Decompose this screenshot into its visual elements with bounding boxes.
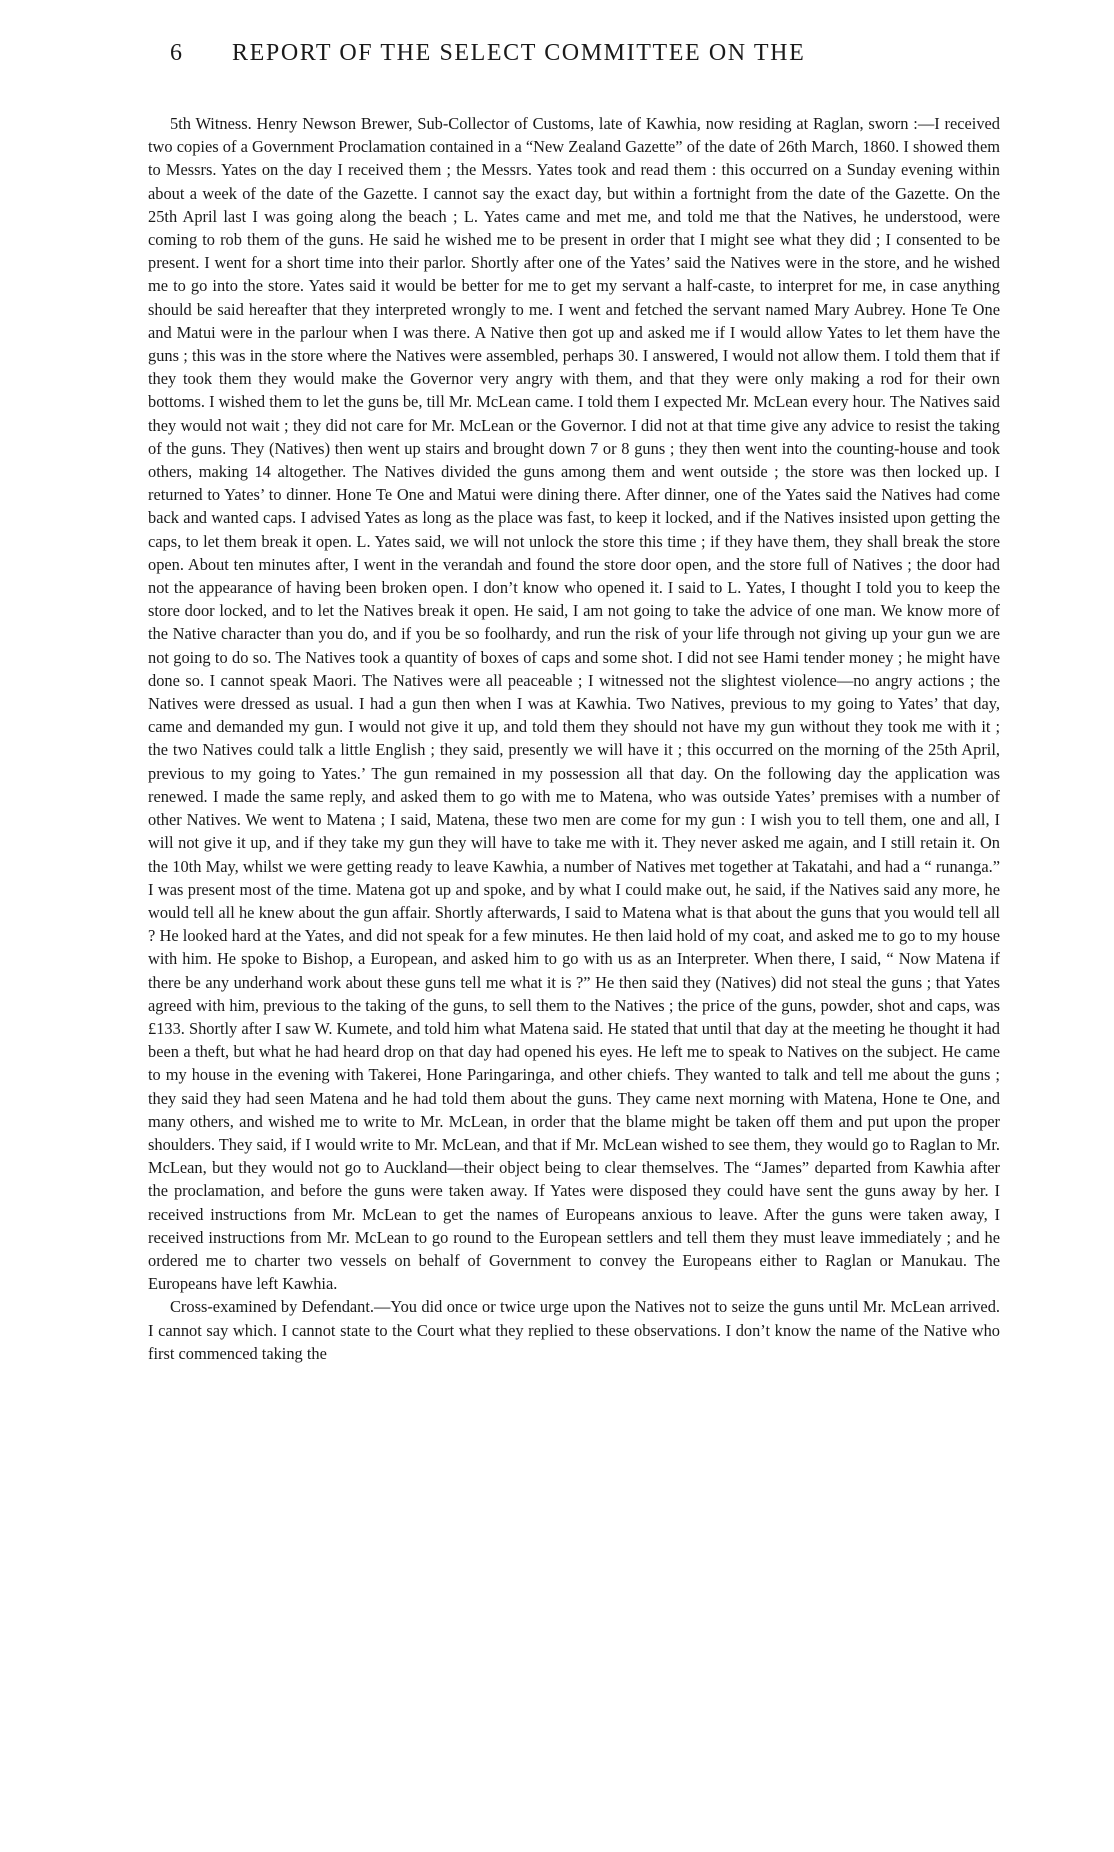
cross-examination-paragraph: Cross-examined by Defendant.—You did once or twice urge upon the Natives not to seize the guns until Mr. McLean arrived. I cannot say which. I cannot state to the Court what they replied to these observations. I don’t know the name of the Native who first commenced taking the	[148, 1297, 1000, 1363]
page-header	[170, 40, 994, 80]
body-text	[148, 112, 1000, 1365]
page-number: 6	[170, 40, 183, 66]
witness-testimony-paragraph: 5th Witness. Henry Newson Brewer, Sub-Collector of Customs, late of Kawhia, now residing at Raglan, sworn :—I received two copies of a Government Proclamation contained in a “New Zealand Gazette” of the date of 26th March, 1860. I showed them to Messrs. Yates on the day I received them ; the Messrs. Yates took and read them : this occurred on a Sunday evening within about a week of the date of the Gazette. I cannot say the exact day, but within a fortnight from the date of the Gazette. On the 25th April last I was going along the beach ; L. Yates came and met me, and told me that the Natives, he understood, were coming to rob them of the guns. He said he wished me to be present in order that I might see what they did ; I consented to be present. I went for a short time into their parlor. Shortly after one of the Yates’ said the Natives were in the store, and he wished me to go into the store. Yates said it would be better for me to get my servant a half-caste, to interpret for me, in case anything should be said hereafter that they interpreted wrongly to me. I went and fetched the servant named Mary Aubrey. Hone Te One and Matui were in the parlour when I was there. A Native then got up and asked me if I would allow Yates to let them have the guns ; this was in the store where the Natives were assembled, perhaps 30. I answered, I would not allow them. I told them that if they took them they would make the Governor very angry with them, and that they were only making a rod for their own bottoms. I wished them to let the guns be, till Mr. McLean came. I told them I expected Mr. McLean every hour. The Natives said they would not wait ; they did not care for Mr. McLean or the Governor. I did not at that time give any advice to resist the taking of the guns. They (Natives) then went up stairs and brought down 7 or 8 guns ; they then went into the counting-house and took others, making 14 altogether. The Natives divided the guns among them and went outside ; the store was then locked up. I returned to Yates’ to dinner. Hone Te One and Matui were dining there. After dinner, one of the Yates said the Natives had come back and wanted caps. I advised Yates as long as the place was fast, to keep it locked, and if the Natives insisted upon getting the caps, to let them break it open. L. Yates said, we will not unlock the store this time ; if they have them, they shall break the store open. About ten minutes after, I went in the verandah and found the store door open, and the store full of Natives ; the door had not the appearance of having been broken open. I don’t know who opened it. I said to L. Yates, I thought I told you to keep the store door locked, and to let the Natives break it open. He said, I am not going to take the advice of one man. We know more of the Native character than you do, and if you be so foolhardy, and run the risk of your life through not giving up your gun we are not going to do so. The Natives took a quantity of boxes of caps and some shot. I did not see Hami tender money ; he might have done so. I cannot speak Maori. The Natives were all peaceable ; I witnessed not the slightest violence—no angry actions ; the Natives were dressed as usual. I had a gun then when I was at Kawhia. Two Natives, previous to my going to Yates’ that day, came and demanded my gun. I would not give it up, and told them they should not have my gun without they took me with it ; the two Natives could talk a little English ; they said, presently we will have it ; this occurred on the morning of the 25th April, previous to my going to Yates.’ The gun remained in my possession all that day. On the following day the application was renewed. I made the same reply, and asked them to go with me to Matena, who was outside Yates’ premises with a number of other Natives. We went to Matena ; I said, Matena, these two men are come for my gun : I wish you to tell them, one and all, I will not give it up, and if they take my gun they will have to take me with it. They never asked me again, and I still retain it. On the 10th May, whilst we were getting ready to leave Kawhia, a number of Natives met together at Takatahi, and had a “ runanga.” I was present most of the time. Matena got up and spoke, and by what I could make out, he said, if the Natives said any more, he would tell all he knew about the gun affair. Shortly afterwards, I said to Matena what is that about the guns that you would tell all ? He looked hard at the Yates, and did not speak for a few minutes. He then laid hold of my coat, and asked me to go to my house with him. He spoke to Bishop, a European, and asked him to go with us as an Interpreter. When there, I said, “ Now Matena if there be any underhand work about these guns tell me what it is ?” He then said they (Natives) did not steal the guns ; that Yates agreed with him, previous to the taking of the guns, to sell them to the Natives ; the price of the guns, powder, shot and caps, was £133. Shortly after I saw W. Kumete, and told him what Matena said. He stated that until that day at the meeting he thought it had been a theft, but what he had heard drop on that day had opened his eyes. He left me to speak to Natives on the subject. He came to my house in the evening with Takerei, Hone Paringaringa, and other chiefs. They wanted to talk and tell me about the guns ; they said they had seen Matena and he had told them about the guns. They came next morning with Matena, Hone te One, and many others, and wished me to write to Mr. McLean, in order that the blame might be taken off them and put upon the proper shoulders. They said, if I would write to Mr. McLean, and that if Mr. McLean wished to see them, they would go to Raglan to Mr. McLean, but they would not go to Auckland—their object being to clear themselves. The “James” departed from Kawhia after the proclamation, and before the guns were taken away. If Yates were disposed they could have sent the guns away by her. I received instructions from Mr. McLean to get the names of Europeans anxious to leave. After the guns were taken away, I received instructions from Mr. McLean to go round to the European settlers and tell them they must leave immediately ; and he ordered me to charter two vessels on behalf of Government to convey the Europeans either to Raglan or Manukau. The Europeans have left Kawhia.	[148, 114, 1000, 1294]
running-title: REPORT OF THE SELECT COMMITTEE ON THE	[232, 40, 806, 66]
